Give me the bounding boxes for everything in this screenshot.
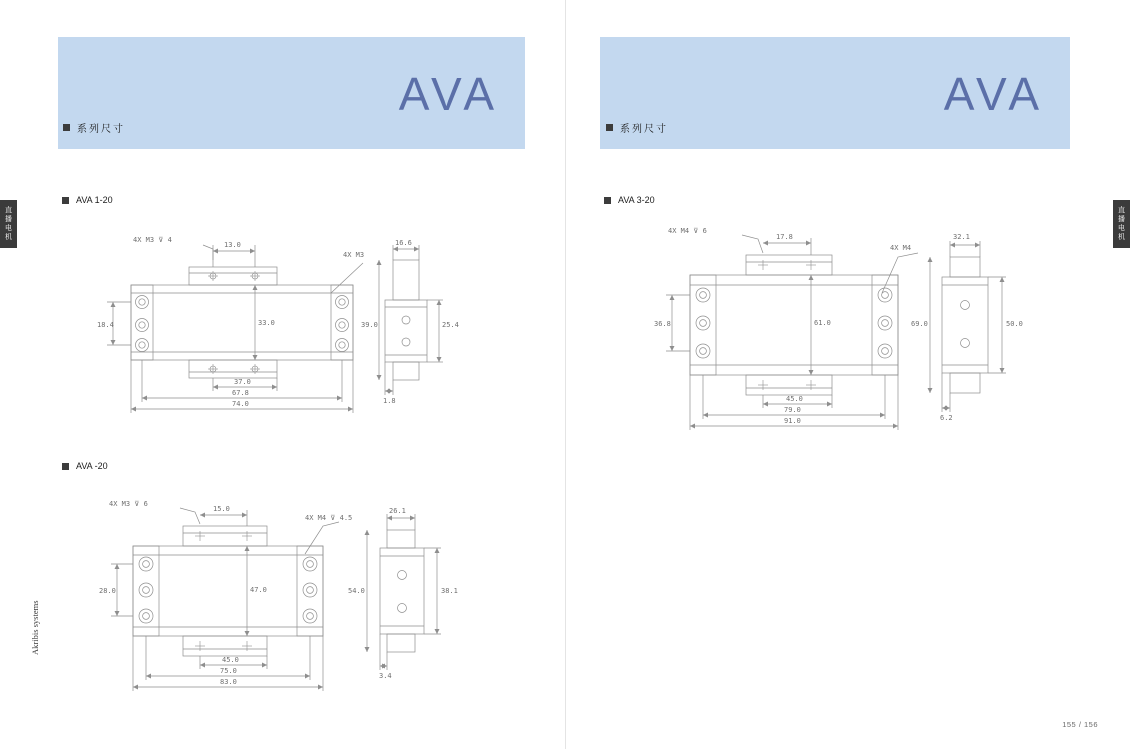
banner-left-subtitle-text: 系列尺寸 [77, 124, 125, 135]
dim-ava-dash-20-bottom-4: 3.4 [379, 672, 392, 680]
edge-tab-left-char-4: 机 [5, 233, 12, 241]
dim-ava-3-20-top-2: 32.1 [953, 233, 970, 241]
dim-ava-1-20-center-1: 33.0 [258, 319, 275, 327]
banner-right-title: AVA [943, 68, 1044, 120]
banner-left [58, 37, 525, 149]
section-heading-ava-3-20 [604, 195, 655, 205]
edge-tab-left-char-2: 播 [5, 215, 12, 223]
dim-ava-dash-20-top-2: 26.1 [389, 507, 406, 515]
bullet-square-icon [604, 197, 611, 204]
section-heading-ava-dash-20-label: AVA -20 [76, 461, 108, 471]
dim-ava-1-20-bottom-2: 67.8 [232, 389, 249, 397]
dim-ava-1-20-left-1: 18.4 [97, 321, 114, 329]
callout-ava-1-20-2: 4X M3 [343, 251, 365, 259]
dim-ava-3-20-bottom-2: 79.0 [784, 406, 801, 414]
dim-ava-dash-20-right-2: 38.1 [441, 587, 458, 595]
dim-ava-3-20-right-2: 50.0 [1006, 320, 1023, 328]
dim-ava-1-20-bottom-4: 1.8 [383, 397, 396, 405]
dim-ava-dash-20-left-1: 28.0 [99, 587, 116, 595]
dim-ava-1-20-bottom-1: 37.0 [234, 378, 251, 386]
dim-ava-1-20-top-2: 16.6 [395, 239, 412, 247]
banner-right-subtitle-text: 系列尺寸 [620, 124, 668, 135]
callout-ava-3-20-2: 4X M4 [890, 244, 912, 252]
edge-tab-left-char-3: 电 [5, 224, 12, 232]
callout-ava-dash-20-1: 4X M3 ⊽ 6 [109, 500, 148, 508]
page-gutter-divider [565, 0, 566, 749]
edge-tab-left [0, 200, 17, 248]
dim-ava-3-20-bottom-1: 45.0 [786, 395, 803, 403]
banner-right [600, 37, 1070, 149]
section-heading-ava-1-20-label: AVA 1-20 [76, 195, 113, 205]
callout-ava-3-20-1: 4X M4 ⊽ 6 [668, 227, 707, 235]
page-number: 155 / 156 [1062, 720, 1098, 729]
edge-tab-right-char-2: 播 [1118, 215, 1125, 223]
edge-tab-right [1113, 200, 1130, 248]
dim-ava-3-20-center-1: 61.0 [814, 319, 831, 327]
section-heading-ava-3-20-label: AVA 3-20 [618, 195, 655, 205]
callout-ava-1-20-1: 4X M3 ⊽ 4 [133, 236, 172, 244]
dim-ava-1-20-bottom-3: 74.0 [232, 400, 249, 408]
drawing-ava-1-20 [95, 205, 495, 445]
edge-tab-right-char-1: 直 [1118, 206, 1125, 214]
banner-right-subtitle [606, 120, 668, 135]
edge-tab-right-char-4: 机 [1118, 233, 1125, 241]
dim-ava-dash-20-bottom-1: 45.0 [222, 656, 239, 664]
dim-ava-dash-20-right-1: 54.0 [348, 587, 365, 595]
callout-ava-dash-20-2: 4X M4 ⊽ 4.5 [305, 514, 353, 522]
edge-tab-left-char-1: 直 [5, 206, 12, 214]
bullet-square-icon [62, 463, 69, 470]
dim-ava-3-20-bottom-4: 6.2 [940, 414, 953, 422]
bullet-square-icon [606, 124, 613, 131]
dim-ava-dash-20-top-1: 15.0 [213, 505, 230, 513]
dim-ava-3-20-top-1: 17.8 [776, 233, 793, 241]
dim-ava-3-20-right-1: 69.0 [911, 320, 928, 328]
footer-brand: Akribis systems [30, 600, 40, 655]
dim-ava-1-20-right-1: 39.0 [361, 321, 378, 329]
banner-left-subtitle [63, 120, 125, 135]
bullet-square-icon [62, 197, 69, 204]
bullet-square-icon [63, 124, 70, 131]
section-heading-ava-1-20 [62, 195, 113, 205]
dim-ava-dash-20-bottom-2: 75.0 [220, 667, 237, 675]
edge-tab-right-char-3: 电 [1118, 224, 1125, 232]
dim-ava-1-20-right-2: 25.4 [442, 321, 459, 329]
drawing-ava-dash-20 [95, 480, 495, 710]
dim-ava-3-20-left-1: 36.8 [654, 320, 671, 328]
drawing-ava-3-20 [650, 205, 1050, 445]
dim-ava-3-20-bottom-3: 91.0 [784, 417, 801, 425]
dim-ava-1-20-top-1: 13.0 [224, 241, 241, 249]
section-heading-ava-dash-20 [62, 461, 108, 471]
dim-ava-dash-20-bottom-3: 83.0 [220, 678, 237, 686]
banner-left-title: AVA [398, 68, 499, 120]
dim-ava-dash-20-center-1: 47.0 [250, 586, 267, 594]
